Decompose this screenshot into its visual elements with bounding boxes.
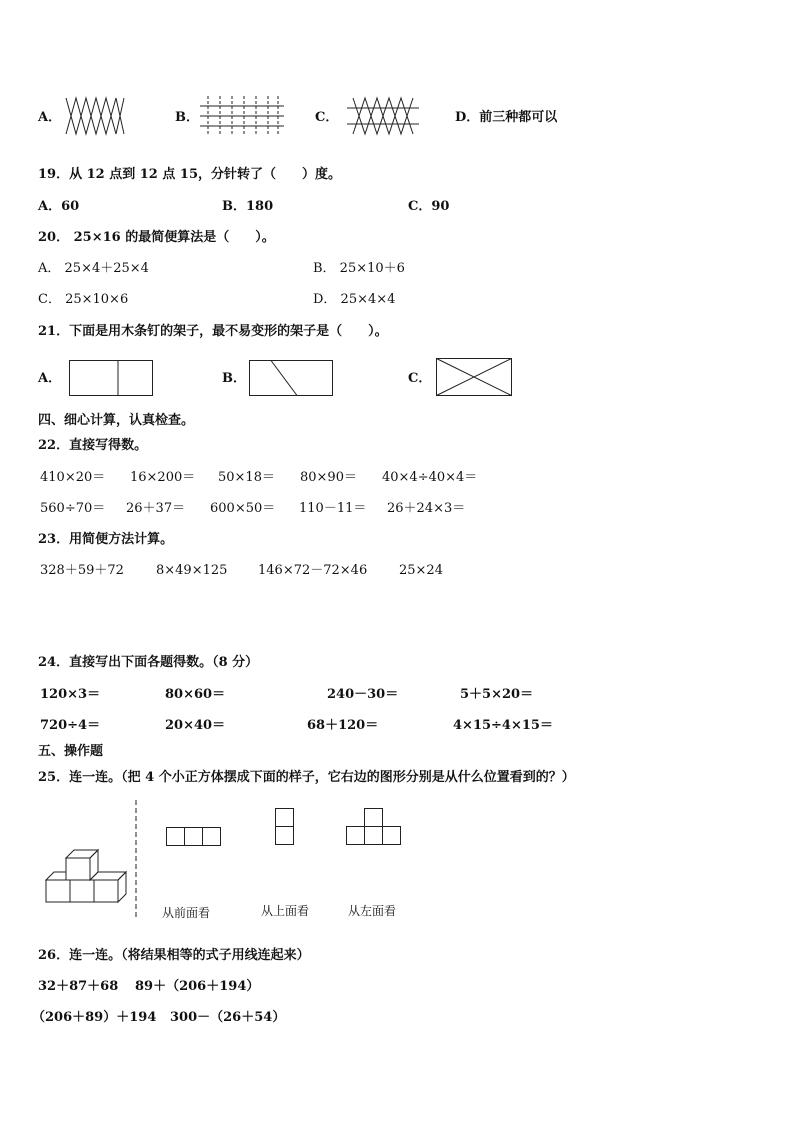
q22-r2-item: 600×50＝ [210, 501, 276, 516]
q20-option-b: B． 25×10＋6 [313, 261, 405, 276]
q20-option-c: C． 25×10×6 [38, 292, 129, 307]
q24-r2-item: 720÷4＝ [40, 718, 101, 733]
q25-dashed-divider [134, 800, 138, 918]
q23-item: 328＋59＋72 [40, 563, 124, 578]
q22-r1-item: 80×90＝ [300, 470, 357, 485]
q22-r1-item: 410×20＝ [40, 470, 106, 485]
q18-option-c-label: C． [315, 110, 339, 125]
q23-item: 146×72－72×46 [258, 563, 368, 578]
q21-frame-b [249, 360, 334, 397]
q21-option-c-label: C． [408, 371, 432, 386]
q24-r1-item: 240－30＝ [327, 687, 399, 702]
q25-stem: 25．连一连。（把 4 个小正方体摆成下面的样子，它右边的图形分别是从什么位置看到的？） [38, 770, 575, 785]
q23-item: 8×49×125 [156, 563, 228, 578]
q18-option-a-label: A． [38, 110, 62, 125]
q24-r1-item: 120×3＝ [40, 687, 101, 702]
q24-stem: 24．直接写出下面各题得数。（8 分） [38, 655, 259, 670]
section-4-heading: 四、细心计算，认真检查。 [38, 413, 195, 428]
q25-cube-stack-figure [44, 846, 126, 906]
q18-figure-b [200, 96, 284, 136]
q24-r1-item: 80×60＝ [165, 687, 226, 702]
q20-stem: 20． 25×16 的最简便算法是（ ）。 [38, 230, 275, 245]
q21-stem: 21．下面是用木条钉的架子，最不易变形的架子是（ ）。 [38, 324, 388, 339]
q23-item: 25×24 [399, 563, 443, 578]
q26-expr: 89＋（206＋194） [135, 979, 260, 994]
q18-option-d: D．前三种都可以 [455, 110, 558, 125]
q22-r2-item: 560÷70＝ [40, 501, 106, 516]
q23-stem: 23．用简便方法计算。 [38, 532, 174, 547]
q25-view-top [275, 808, 295, 847]
q19-stem: 19．从 12 点到 12 点 15，分针转了（ ）度。 [38, 167, 341, 182]
q22-r2-item: 26＋37＝ [126, 501, 186, 516]
q25-view-front [166, 827, 222, 847]
q25-label-top: 从上面看 [261, 904, 310, 918]
q21-frame-c [436, 358, 513, 397]
q22-r1-item: 50×18＝ [218, 470, 275, 485]
q26-expr: 32＋87＋68 [38, 979, 119, 994]
q20-option-d: D． 25×4×4 [313, 292, 396, 307]
q22-r1-item: 16×200＝ [130, 470, 196, 485]
q19-option-c: C．90 [408, 199, 450, 214]
q25-label-left: 从左面看 [348, 904, 397, 918]
q20-option-a: A． 25×4＋25×4 [38, 261, 149, 276]
q26-expr: （206＋89）＋194 [32, 1010, 157, 1025]
q22-r1-item: 40×4÷40×4＝ [382, 470, 478, 485]
q24-r2-item: 20×40＝ [165, 718, 226, 733]
q24-r2-item: 68＋120＝ [307, 718, 379, 733]
q26-expr: 300－（26＋54） [170, 1010, 286, 1025]
q21-frame-a [69, 360, 154, 397]
q19-option-a: A．60 [38, 199, 80, 214]
section-5-heading: 五、操作题 [38, 744, 104, 759]
q24-r2-item: 4×15÷4×15＝ [453, 718, 553, 733]
q18-figure-a [64, 96, 126, 136]
q19-option-b: B．180 [222, 199, 274, 214]
q18-figure-c [347, 96, 419, 136]
q21-option-a-label: A． [38, 371, 62, 386]
q24-r1-item: 5＋5×20＝ [460, 687, 534, 702]
q21-option-b-label: B． [222, 371, 246, 386]
q22-r2-item: 110－11＝ [299, 501, 367, 516]
q26-stem: 26．连一连。（将结果相等的式子用线连起来） [38, 948, 310, 963]
q22-stem: 22．直接写得数。 [38, 438, 148, 453]
q25-view-left [346, 808, 402, 847]
q25-label-front: 从前面看 [162, 906, 211, 920]
q22-r2-item: 26＋24×3＝ [387, 501, 466, 516]
q18-option-b-label: B． [175, 110, 199, 125]
